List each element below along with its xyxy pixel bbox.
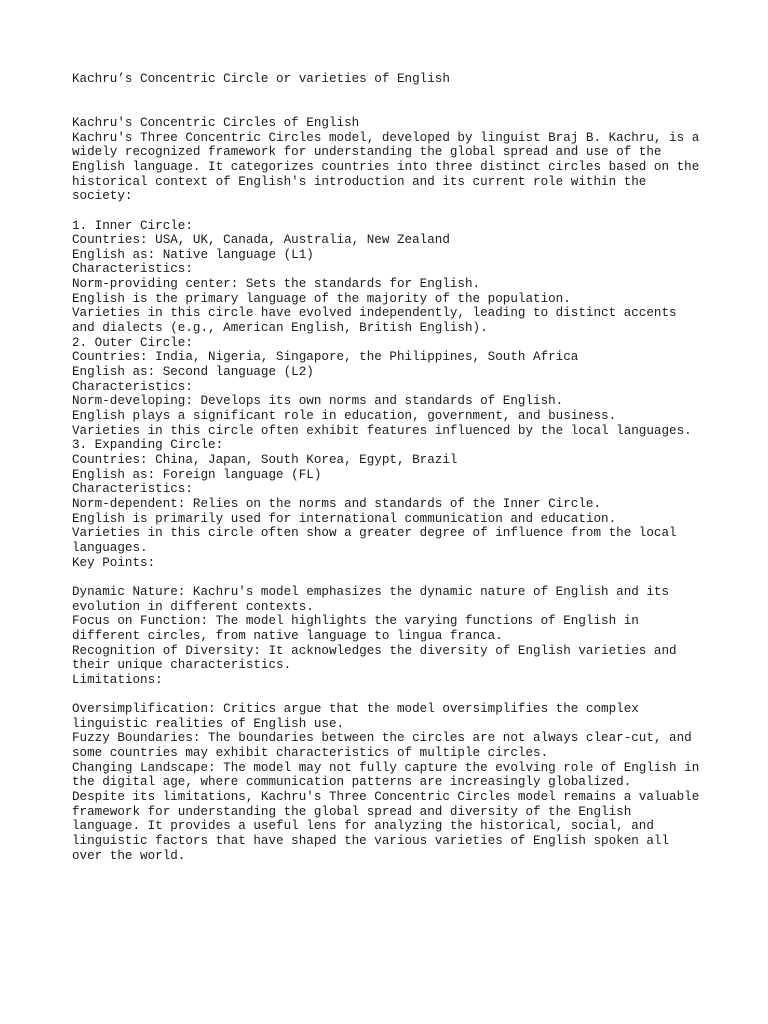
text-line: Characteristics:	[72, 262, 193, 277]
text-line: evolution in different contexts.	[72, 599, 314, 614]
text-line: Countries: India, Nigeria, Singapore, the Philippines, South Africa	[72, 350, 579, 365]
text-line: historical context of English's introduction and its current role within the	[72, 174, 647, 189]
text-line: society:	[72, 189, 133, 204]
text-line: Norm-developing: Develops its own norms and standards of English.	[72, 394, 564, 409]
text-line: language. It provides a useful lens for analyzing the historical, social, and	[72, 819, 654, 834]
text-line: Varieties in this circle often exhibit features influenced by the local languages.	[72, 423, 692, 438]
text-line: Norm-dependent: Relies on the norms and standards of the Inner Circle.	[72, 496, 602, 511]
text-line: different circles, from native language to lingua franca.	[72, 628, 503, 643]
text-line: English as: Foreign language (FL)	[72, 467, 322, 482]
text-line: their unique characteristics.	[72, 658, 292, 673]
text-line: English language. It categorizes countries into three distinct circles based on the	[72, 159, 700, 174]
text-line: Recognition of Diversity: It acknowledges the diversity of English varieties and	[72, 643, 677, 658]
intro-paragraph	[72, 131, 712, 204]
text-line: 1. Inner Circle:	[72, 218, 193, 233]
text-line: over the world.	[72, 848, 186, 863]
document-body	[72, 72, 712, 863]
spacer	[72, 87, 712, 116]
section-heading: Kachru's Concentric Circles of English	[72, 115, 360, 130]
text-line: English is primarily used for international communication and education.	[72, 511, 617, 526]
text-line: English plays a significant role in education, government, and business.	[72, 409, 617, 424]
text-line: and dialects (e.g., American English, British English).	[72, 321, 488, 336]
text-line: 3. Expanding Circle:	[72, 438, 224, 453]
text-line: Varieties in this circle have evolved independently, leading to distinct accents	[72, 306, 677, 321]
text-line: 2. Outer Circle:	[72, 335, 193, 350]
text-line: Norm-providing center: Sets the standards for English.	[72, 277, 481, 292]
text-line: Despite its limitations, Kachru's Three Concentric Circles model remains a valuable	[72, 790, 700, 805]
text-line: English is the primary language of the majority of the population.	[72, 291, 571, 306]
text-line: languages.	[72, 540, 148, 555]
text-line: Limitations:	[72, 672, 163, 687]
text-line: widely recognized framework for understanding the global spread and use of the	[72, 145, 662, 160]
spacer	[72, 204, 712, 219]
text-line: Changing Landscape: The model may not fully capture the evolving role of English in	[72, 760, 700, 775]
text-line: English as: Native language (L1)	[72, 247, 314, 262]
text-line: linguistic realities of English use.	[72, 716, 345, 731]
text-line: English as: Second language (L2)	[72, 365, 314, 380]
spacer	[72, 570, 712, 585]
document-title: Kachru’s Concentric Circle or varieties of English	[72, 72, 450, 86]
text-line: Characteristics:	[72, 482, 193, 497]
text-line: Kachru's Three Concentric Circles model, developed by linguist Braj B. Kachru, is a	[72, 130, 700, 145]
key-points-section	[72, 585, 712, 688]
text-line: Oversimplification: Critics argue that the model oversimplifies the complex	[72, 702, 639, 717]
text-line: the digital age, where communication patterns are increasingly globalized.	[72, 775, 632, 790]
text-line: Varieties in this circle often show a greater degree of influence from the local	[72, 526, 677, 541]
text-line: Countries: USA, UK, Canada, Australia, New Zealand	[72, 233, 450, 248]
text-line: linguistic factors that have shaped the various varieties of English spoken all	[72, 834, 670, 849]
text-line: Key Points:	[72, 555, 156, 570]
text-line: Fuzzy Boundaries: The boundaries between the circles are not always clear-cut, and	[72, 731, 692, 746]
text-line: some countries may exhibit characteristics of multiple circles.	[72, 746, 549, 761]
text-line: Dynamic Nature: Kachru's model emphasizes the dynamic nature of English and its	[72, 584, 670, 599]
limitations-section	[72, 702, 712, 863]
text-line: framework for understanding the global spread and diversity of the English	[72, 804, 632, 819]
spacer	[72, 688, 712, 703]
text-line: Focus on Function: The model highlights the varying functions of English in	[72, 614, 639, 629]
text-line: Countries: China, Japan, South Korea, Egypt, Brazil	[72, 453, 458, 468]
circles-section	[72, 219, 712, 571]
text-line: Characteristics:	[72, 379, 193, 394]
